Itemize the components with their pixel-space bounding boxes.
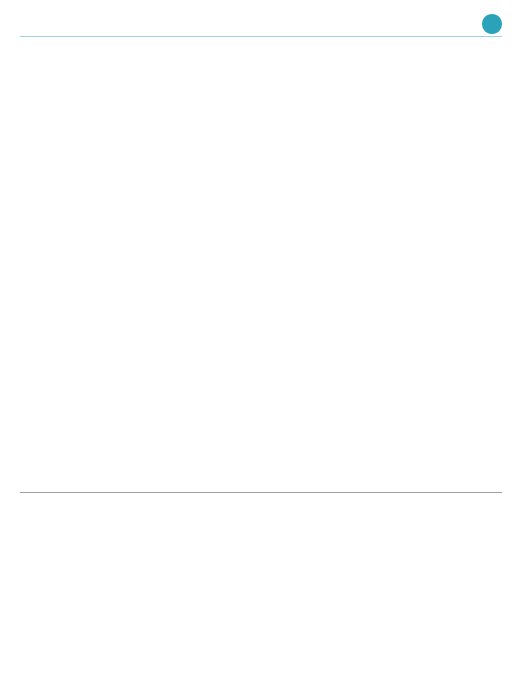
paragraph	[395, 172, 502, 180]
paragraph	[270, 498, 384, 506]
paragraph	[20, 507, 134, 515]
paragraph	[20, 149, 134, 157]
paragraph	[270, 181, 384, 189]
paragraph	[270, 507, 384, 515]
commentary-column-1	[20, 498, 134, 694]
paragraph	[145, 163, 259, 171]
commentary-column-2	[145, 498, 259, 694]
issue-meta	[20, 26, 210, 35]
paragraph	[395, 208, 502, 216]
article-column-1	[20, 140, 134, 486]
section-divider	[20, 492, 502, 493]
paragraph	[145, 507, 259, 515]
paragraph	[270, 190, 384, 198]
paragraph	[395, 507, 502, 515]
header-rule	[20, 36, 502, 37]
commentary-column-4	[395, 498, 502, 694]
paragraph	[395, 149, 502, 157]
paragraph	[20, 498, 134, 506]
paragraph	[270, 172, 384, 180]
page-number-badge	[482, 14, 502, 34]
paragraph	[20, 167, 134, 175]
paragraph	[20, 158, 134, 166]
paragraph	[145, 199, 259, 207]
paragraph	[270, 149, 384, 157]
article-credit	[395, 219, 502, 227]
paragraph	[270, 199, 384, 207]
subheading	[270, 160, 384, 170]
paragraph	[20, 185, 134, 193]
paragraph	[20, 212, 134, 220]
paragraph	[395, 498, 502, 506]
article-column-2	[145, 140, 259, 486]
page-header	[20, 6, 502, 46]
paragraph	[20, 194, 134, 202]
headline-band	[20, 64, 502, 136]
article-column-3	[270, 140, 384, 486]
paragraph	[395, 181, 502, 189]
paragraph	[20, 221, 134, 229]
paragraph	[145, 190, 259, 198]
paragraph	[145, 181, 259, 189]
commentary-column-3	[270, 498, 384, 694]
paragraph	[145, 140, 259, 148]
paragraph	[145, 498, 259, 506]
paragraph	[20, 140, 134, 148]
paragraph	[270, 140, 384, 148]
paragraph	[145, 172, 259, 180]
paragraph	[395, 140, 502, 148]
paragraph	[395, 199, 502, 207]
paragraph	[395, 190, 502, 198]
subheading	[145, 151, 259, 161]
paragraph	[20, 176, 134, 184]
subheading	[395, 160, 502, 170]
paragraph	[20, 203, 134, 211]
article-column-4	[395, 140, 502, 486]
